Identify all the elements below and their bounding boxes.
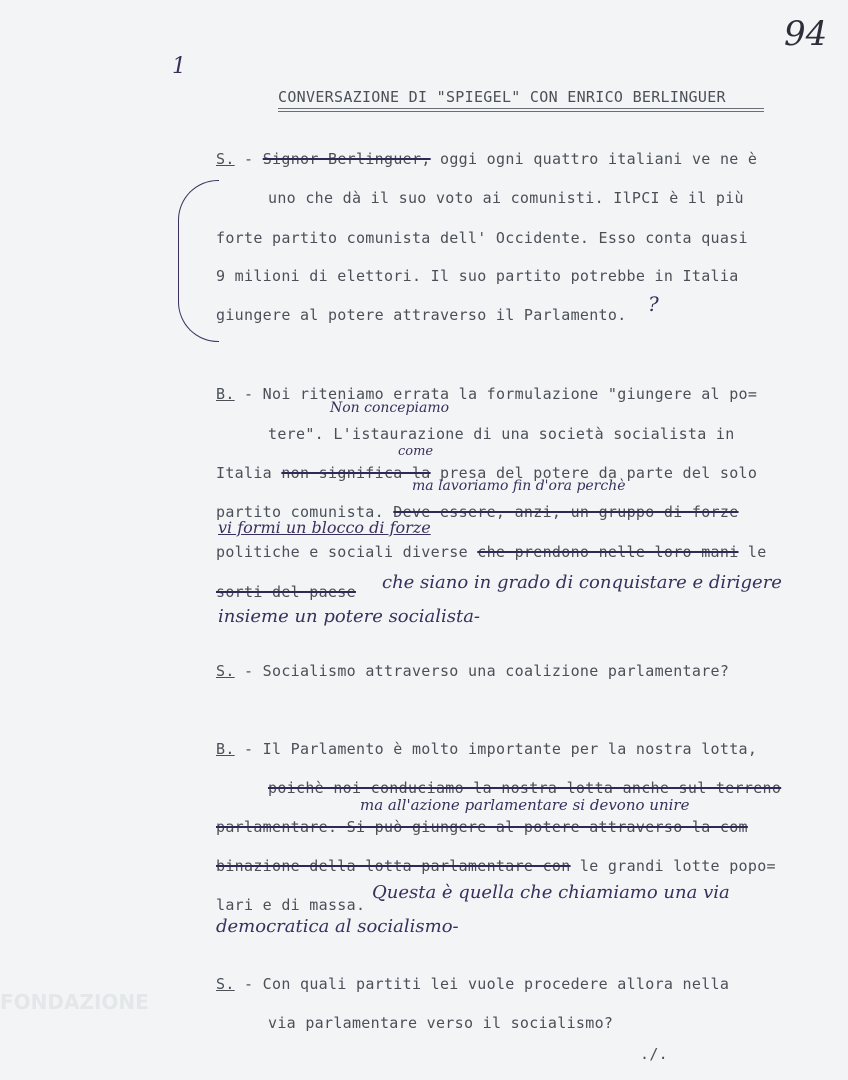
a1-line-1 (216, 385, 757, 403)
line-text: - Il Parlamento è molto importante per la nostra lotta, (244, 740, 758, 758)
struck-text: che prendono nelle loro mani (477, 543, 739, 561)
line-text: partito comunista. (216, 503, 394, 521)
handwritten-insert-1: Non concepiamo (330, 400, 450, 416)
speaker-label: S. (216, 150, 235, 168)
q1-line-5: giungere al potere attraverso il Parlamento. (216, 306, 627, 324)
struck-text: Deve essere, anzi, un gruppo di forze (393, 503, 739, 521)
handwritten-insert-2: come (398, 444, 434, 459)
a2-line-3 (216, 818, 748, 836)
speaker-label: B. (216, 385, 235, 403)
line-text: le (738, 543, 767, 561)
line-text: Italia (216, 464, 282, 482)
q3-line-2: via parlamentare verso il socialismo? (268, 1014, 614, 1032)
line-text: presa del potere da parte del solo (430, 464, 758, 482)
line-text: tere". (268, 425, 334, 443)
struck-text: parlamentare. Si può giungere al potere attraverso la com (216, 818, 748, 836)
document-title: CONVERSAZIONE DI "SPIEGEL" CON ENRICO BERLINGUER (278, 88, 726, 106)
line-text: le grandi lotte popo= (570, 857, 776, 875)
page-number: 94 (784, 14, 828, 54)
a2-line-4 (216, 857, 776, 875)
line-text: - Socialismo attraverso una coalizione parlamentare? (244, 662, 730, 680)
speaker-label: S. (216, 975, 235, 993)
q2-line (216, 662, 729, 680)
q1-line-2: uno che dà il suo voto ai comunisti. IlPCI è il più (268, 189, 744, 207)
margin-marker: 1 (172, 54, 186, 79)
handwritten-insert-3: ma lavoriamo fin d'ora perchè (412, 478, 626, 494)
handwritten-insert-4: vi formi un blocco di forze (218, 518, 431, 537)
speaker-label: B. (216, 740, 235, 758)
a2-line-1 (216, 740, 757, 758)
q1-line-3: forte partito comunista dell' Occidente. Esso conta quasi (216, 229, 748, 247)
handwritten-line-7: insieme un potere socialista- (218, 606, 481, 627)
struck-text: binazione della lotta parlamentare con (216, 857, 571, 875)
a1-line-5 (216, 543, 767, 561)
a1-line-2 (268, 425, 735, 443)
speaker-label: S. (216, 662, 235, 680)
q1-line-1 (216, 150, 757, 168)
handwritten-insert-a2: ma all'azione parlamentare si devono unire (360, 796, 690, 814)
watermark: FONDAZIONE (0, 990, 149, 1014)
line-text: - Con quali partiti lei vuole procedere allora nella (244, 975, 730, 993)
a1-line-6 (216, 583, 356, 601)
struck-text: sorti del paese (216, 583, 356, 601)
a2-line-5: lari e di massa. (216, 896, 366, 914)
line-text: oggi ogni quattro italiani ve ne è (440, 150, 758, 168)
q3-line-1 (216, 975, 729, 993)
handwritten-a2-line-5: Questa è quella che chiamiamo una via (372, 882, 730, 903)
margin-bracket (178, 180, 219, 342)
continuation-mark: ./. (640, 1045, 668, 1063)
a2-line-2 (268, 779, 781, 797)
handwritten-line-6: che siano in grado di conquistare e dirigere (382, 572, 782, 593)
line-text: L'istaurazione di una società socialista in (333, 425, 735, 443)
line-text: politiche e sociali diverse (216, 543, 478, 561)
handwritten-question-mark: ? (648, 292, 659, 316)
handwritten-a2-line-6: democratica al socialismo- (216, 916, 459, 937)
struck-text: non significa la (281, 464, 431, 482)
line-text: - Noi riteniamo errata la formulazione "giungere al po= (244, 385, 758, 403)
struck-text: Signor Berlinguer, (262, 150, 431, 168)
q1-line-4: 9 milioni di elettori. Il suo partito potrebbe in Italia (216, 267, 739, 285)
struck-text: poichè noi conduciamo la nostra lotta anche sul terreno (268, 779, 782, 797)
dash: - (244, 150, 254, 168)
title-double-underline (278, 108, 764, 112)
